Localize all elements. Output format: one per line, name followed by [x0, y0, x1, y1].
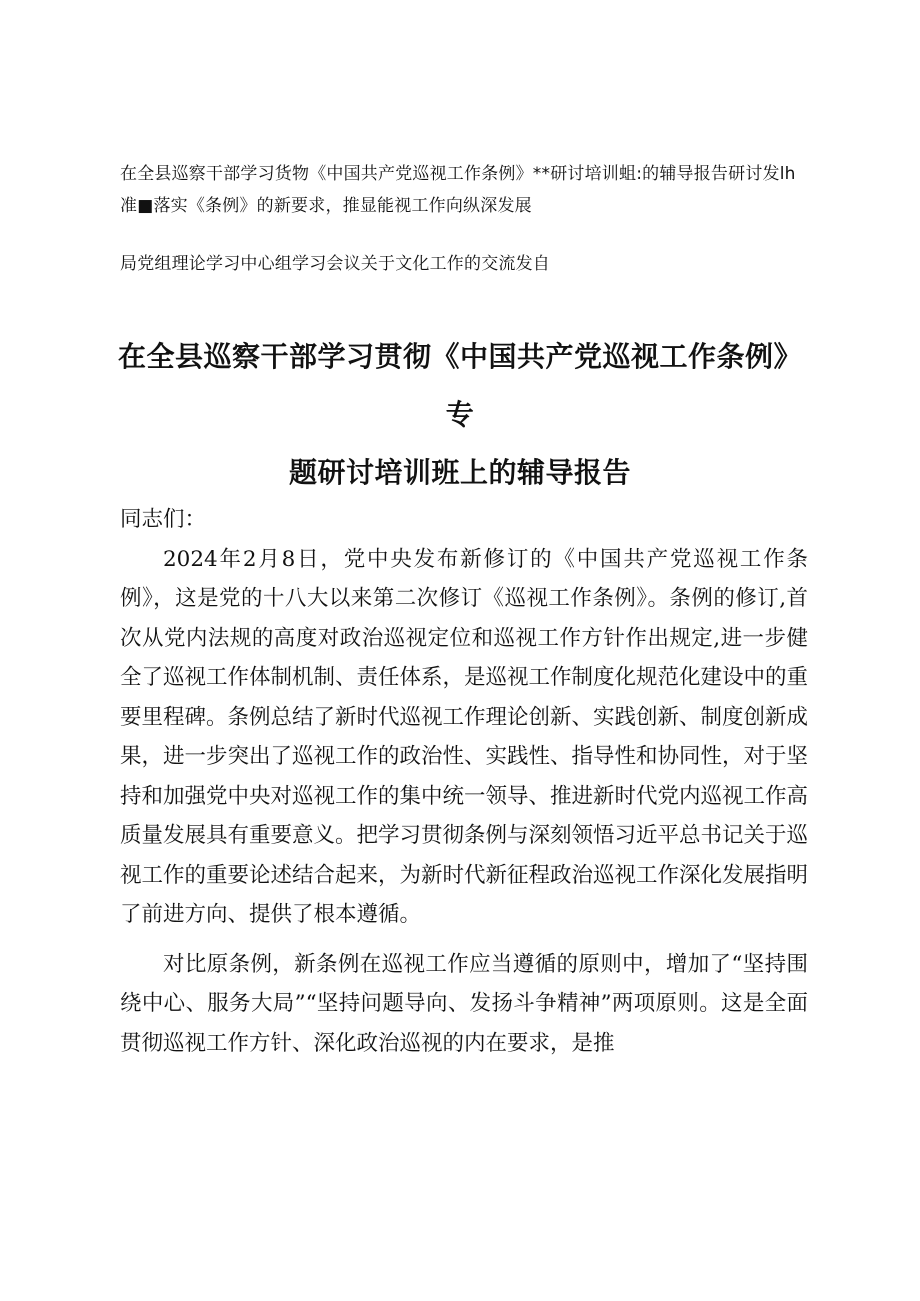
toc-entry[interactable]: 局党组理论学习中心组学习会议关于文化工作的交流发自	[120, 254, 550, 274]
table-of-contents	[120, 158, 810, 280]
title-line: 在全县巡察干部学习贯彻《中国共产党巡视工作条例》专	[117, 340, 802, 431]
document-body	[120, 500, 808, 1063]
body-paragraph: 对比原条例，新条例在巡视工作应当遵循的原则中，增加了“坚持围绕中心、服务大局”“坚持问题导向、发扬斗争精神”两项原则。这是全面贯彻巡视工作方针、深化政治巡视的内在要求，是推	[120, 951, 808, 1056]
salutation: 同志们：	[120, 507, 207, 532]
title-line: 题研讨培训班上的辅导报告	[288, 456, 631, 489]
document-title	[110, 328, 810, 502]
toc-entry[interactable]: 在全县巡察干部学习货物《中国共产党巡视工作条例》**研讨培训蛆:的辅导报告研讨发lh准■落实《条例》的新要求，推显能视工作向纵深发展	[120, 164, 796, 216]
body-paragraph: 2024年2月8日，党中央发布新修订的《中国共产党巡视工作条例》，这是党的十八大以来第二次修订《巡视工作条例》。条例的修订,首次从党内法规的高度对政治巡视定位和巡视工作方针作出规定,进一步健全了巡视工作体制机制、责任体系，是巡视工作制度化规范化建设中的重要里程碑。条例总结了新时代巡视工作理论创新、实践创新、制度创新成果，进一步突出了巡视工作的政治性、实践性、指导性和协同性，对于坚持和加强党中央对巡视工作的集中统一领导、推进新时代党内巡视工作高质量发展具有重要意义。把学习贯彻条例与深刻领悟习近平总书记关于巡视工作的重要论述结合起来，为新时代新征程政治巡视工作深化发展指明了前进方向、提供了根本遵循。	[120, 546, 809, 927]
